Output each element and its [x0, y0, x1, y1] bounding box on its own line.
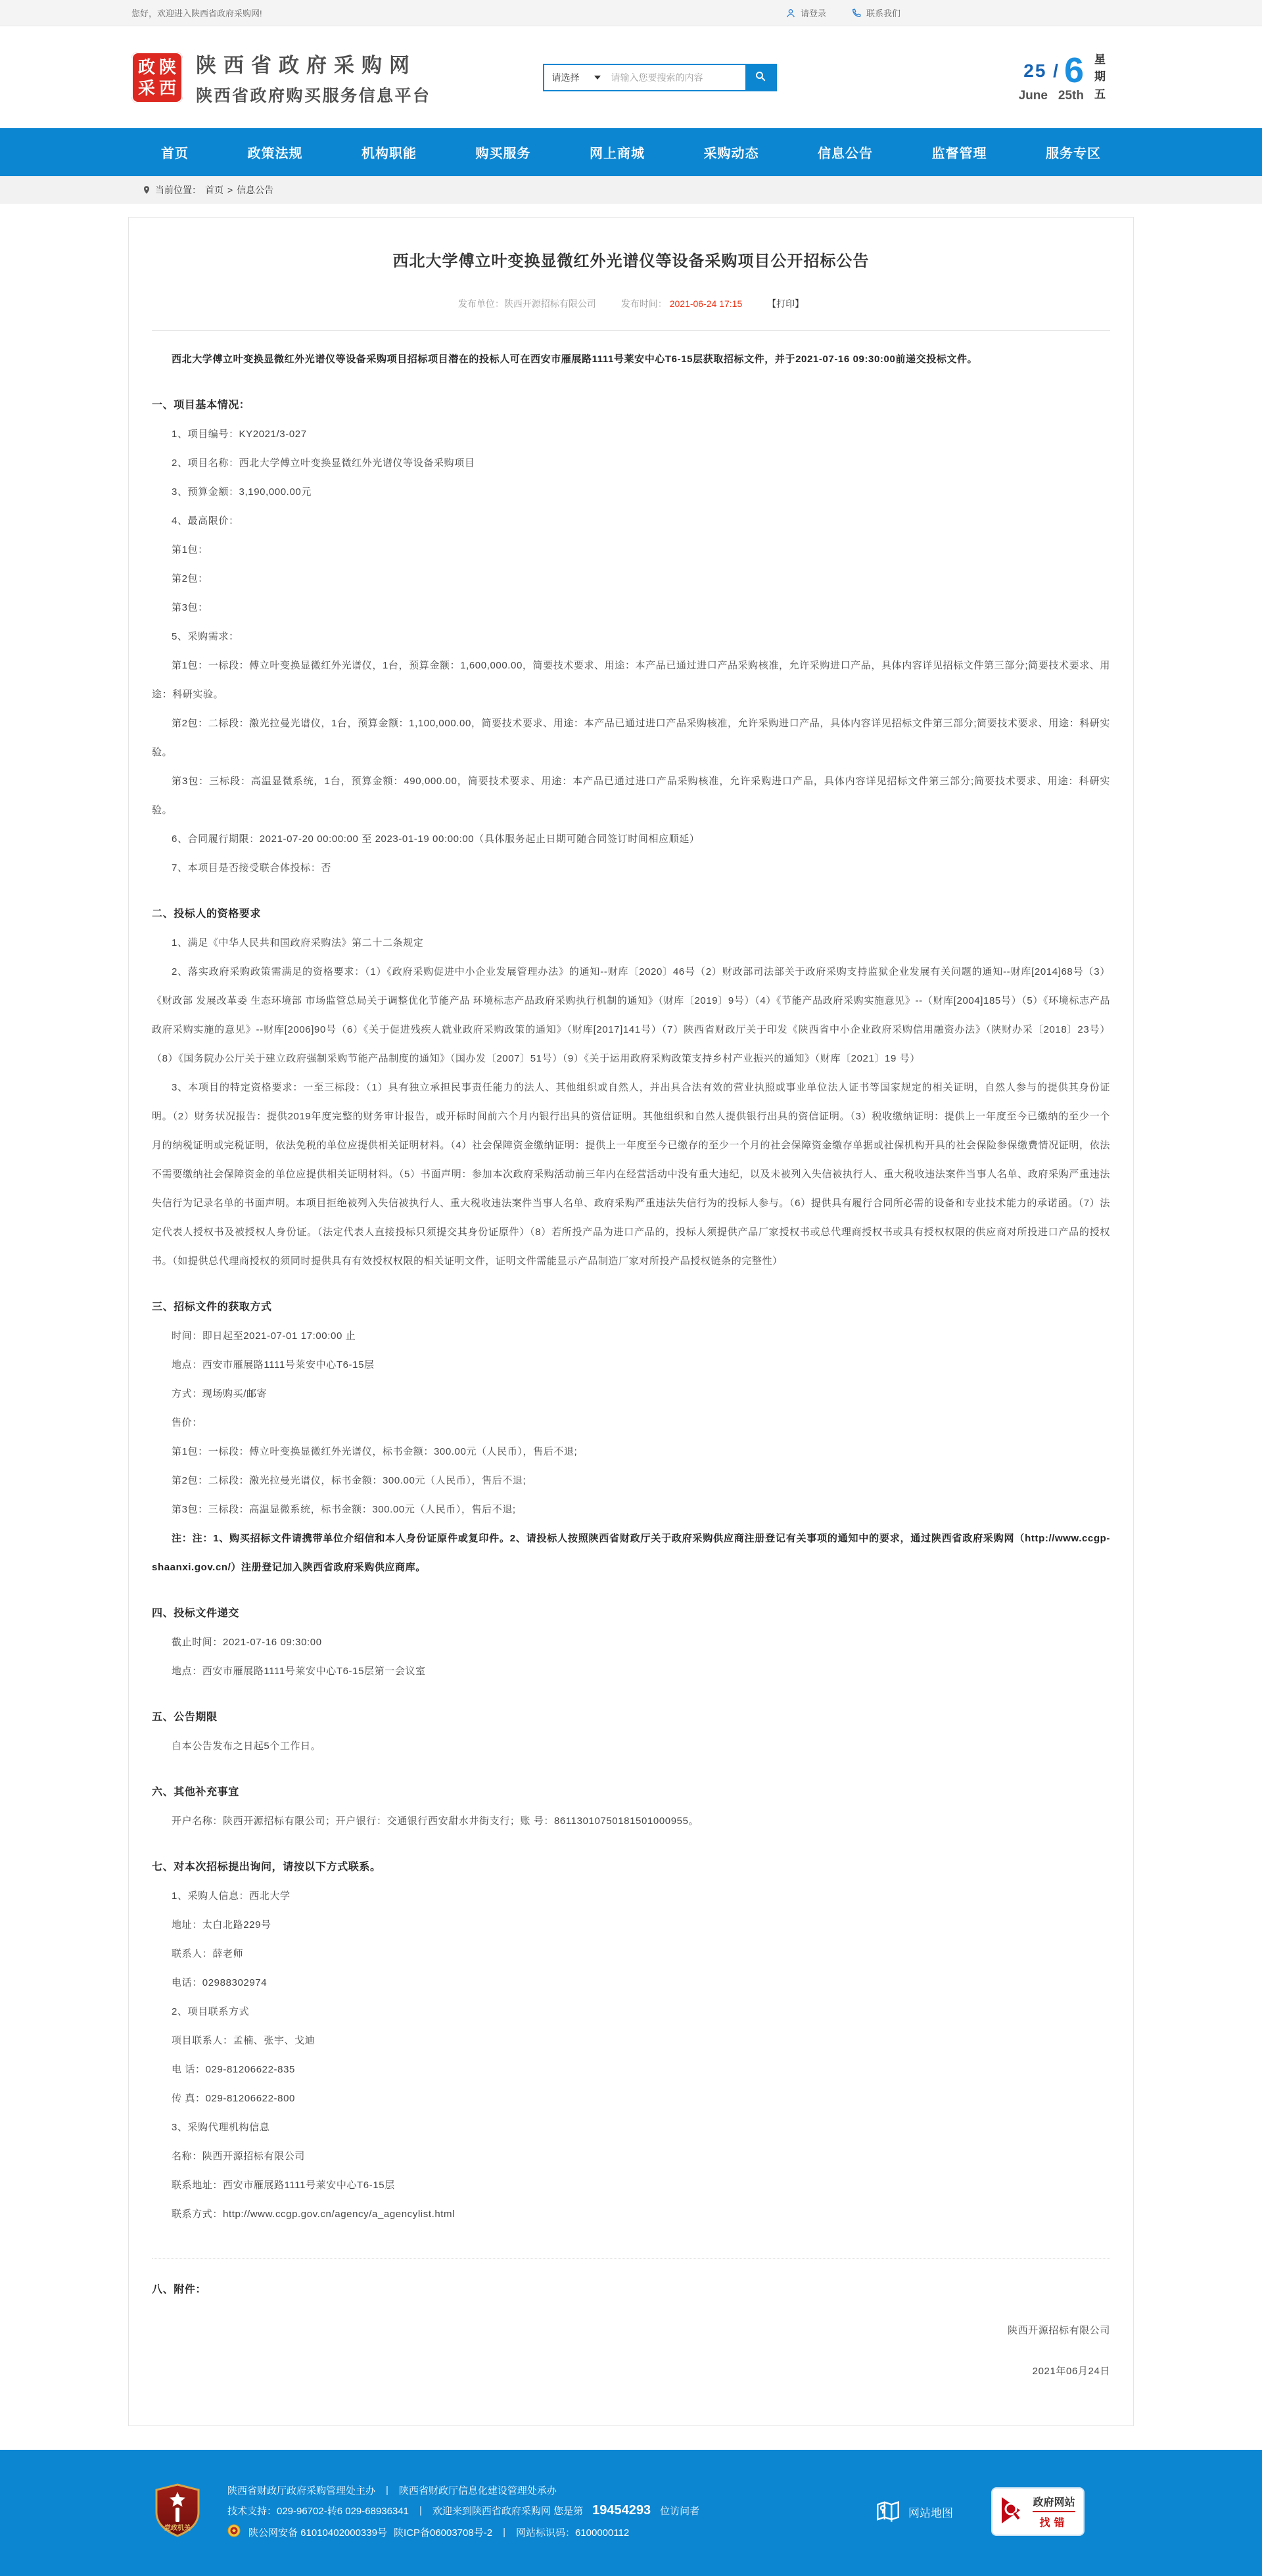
main-content	[0, 204, 1262, 2450]
footer-organizer: 陕西省财政厅政府采购管理处主办	[227, 2485, 376, 2496]
article-paragraph: 地址：太白北路229号	[172, 1919, 271, 1931]
article-paragraph: 第1包：	[172, 544, 208, 555]
article-paragraph: 三、招标文件的获取方式	[152, 1301, 272, 1313]
welcome-text: 您好，欢迎进入陕西省政府采购网!	[131, 9, 262, 18]
article-paragraph: 联系方式：http://www.ccgp.gov.cn/agency/a_agencylist.html	[172, 2209, 456, 2220]
footer-tech-support: 技术支持：029-96702-转6 029-68936341	[227, 2506, 409, 2517]
top-bar	[0, 0, 1262, 26]
footer-text: 陕西省财政厅政府采购管理处主办 | 陕西省财政厅信息化建设管理处承办 技术支持：029-96702-转6 029-68936341 | 欢迎来到陕西省政府采购网 您是第 19454293 位访问者 陕公网安备 61010402000339号 陕ICP备06003708号-2 | 网站标识码：6100000112	[227, 2477, 699, 2546]
article-paragraph: 第1包：一标段：傅立叶变换显微红外光谱仪，1台，预算金额：1,600,000.00，简要技术要求、用途：本产品已通过进口产品采购核准，允许采购进口产品，具体内容详见招标文件第三部分;简要技术要求、用途：科研实验。	[152, 660, 1110, 700]
date-month-en: June	[1018, 89, 1048, 103]
location-pin-icon	[142, 185, 151, 195]
article-paragraph: 西北大学傅立叶变换显微红外光谱仪等设备采购项目招标项目潜在的投标人可在西安市雁展路1111号莱安中心T6-15层获取招标文件，并于2021-07-16 09:30:00前递交投标文件。	[172, 354, 978, 365]
nav-item[interactable]: 政策法规	[247, 147, 303, 161]
date-day: 25 /	[1023, 60, 1060, 82]
article-paragraph: 截止时间：2021-07-16 09:30:00	[172, 1637, 322, 1648]
article-paragraph: 联系地址：西安市雁展路1111号莱安中心T6-15层	[172, 2180, 395, 2191]
publish-time-label: 发布时间：	[620, 298, 667, 309]
article-paragraph: 自本公告发布之日起5个工作日。	[172, 1741, 321, 1752]
search-icon	[755, 70, 766, 84]
announcement-card	[128, 217, 1134, 2426]
user-icon	[785, 8, 796, 18]
article-paragraph: 一、项目基本情况：	[152, 400, 250, 411]
article-paragraph: 第2包：二标段：激光拉曼光谱仪，标书金额：300.00元（人民币），售后不退;	[172, 1475, 526, 1486]
article-paragraph: 五、公告期限	[152, 1712, 218, 1723]
breadcrumb-home[interactable]: 首页	[205, 185, 223, 195]
article-paragraph: 电 话：029-81206622-835	[172, 2064, 295, 2075]
article-paragraph: 四、投标文件递交	[152, 1608, 239, 1619]
article-paragraph: 第3包：三标段：高温显微系统，标书金额：300.00元（人民币），售后不退;	[172, 1504, 516, 1515]
footer-visitor-suffix: 位访问者	[660, 2506, 700, 2517]
breadcrumb-current: 信息公告	[237, 185, 274, 195]
contact-link[interactable]	[851, 7, 900, 19]
article-paragraph: 2021年06月24日	[1032, 2366, 1110, 2377]
site-subtitle: 陕西省政府购买服务信息平台	[196, 86, 431, 105]
article-paragraph: 方式：现场购买/邮寄	[172, 1388, 268, 1399]
article-paragraph: 项目联系人：孟楠、张宇、戈迪	[172, 2035, 316, 2046]
nav-item[interactable]: 监督管理	[931, 147, 987, 161]
nav-item[interactable]: 采购动态	[703, 147, 759, 161]
nav-item[interactable]: 服务专区	[1046, 147, 1101, 161]
publisher-label: 发布单位：	[457, 298, 504, 309]
article-paragraph: 3、预算金额：3,190,000.00元	[172, 486, 312, 498]
article-paragraph: 3、本项目的特定资格要求：一至三标段：（1）具有独立承担民事责任能力的法人、其他组织或自然人，并出具合法有效的营业执照或事业单位法人证书等国家规定的相关证明，自然人参与的提供其身份证明。（2）财务状况报告：提供2019年度完整的财务审计报告，或开标时间前六个月内银行出具的资信证明。其他组织和自然人提供银行出具的资信证明。（3）税收缴纳证明：提供上一年度至今已缴纳的至少一个月的纳税证明或完税证明，依法免税的单位应提供相关证明材料。（4）社会保障资金缴纳证明：提供上一年度至今已缴存的至少一个月的社会保障资金缴存单据或社保机构开具的社会保险参保缴费情况证明，依法不需要缴纳社会保障资金的单位应提供相关证明材料。（5）书面声明：参加本次政府采购活动前三年内在经营活动中没有重大违纪，以及未被列入失信被执行人、重大税收违法案件当事人名单、政府采购严重违法失信行为记录名单的书面声明。本项目拒绝被列入失信被执行人、重大税收违法案件当事人名单、政府采购严重违法失信行为的投标人参与。（6）提供具有履行合同所必需的设备和专业技术能力的承诺函。（7）法定代表人授权书及被授权人身份证。（法定代表人直接投标只须提交其身份证原件）（8）若所投产品为进口产品的，投标人须提供产品厂家授权书或总代理商授权书或具有授权权限的供应商对所投进口产品的授权书。（如提供总代理商授权的须同时提供具有有效授权权限的相关证明文件，证明文件需能显示产品制造厂家对所投产品授权链条的完整性）	[152, 1082, 1110, 1267]
article-paragraph: 二、投标人的资格要求	[152, 908, 262, 920]
error-badge-line2: 找错	[1039, 2517, 1069, 2529]
article-paragraph: 7、本项目是否接受联合体投标：否	[172, 862, 331, 874]
article-paragraph: 第2包：	[172, 573, 208, 584]
article-paragraph: 注：注：1、购买招标文件请携带单位介绍信和本人身份证原件或复印件。2、请投标人按照陕西省财政厅关于政府采购供应商注册登记有关事项的通知中的要求，通过陕西省政府采购网（http://www.ccgp-shaanxi.gov.cn/）注册登记加入陕西省政府采购供应商库。	[152, 1533, 1110, 1573]
publish-time-value: 2021-06-24 17:15	[669, 298, 743, 309]
nav-item[interactable]: 购买服务	[475, 147, 531, 161]
phone-icon	[851, 8, 862, 18]
police-record-link[interactable]: 陕公网安备 61010402000339号	[248, 2527, 387, 2539]
date-widget	[1019, 51, 1106, 103]
contact-label: 联系我们	[866, 9, 900, 18]
visitor-count: 19454293	[592, 2503, 651, 2517]
breadcrumb-label: 当前位置：	[155, 185, 201, 195]
article-paragraph: 六、其他补充事宜	[152, 1787, 239, 1798]
login-link[interactable]	[785, 7, 826, 19]
gov-site-error-report-badge[interactable]	[991, 2487, 1085, 2536]
icp-record-link[interactable]: 陕ICP备06003708号-2	[393, 2527, 493, 2539]
police-badge-icon	[227, 2524, 241, 2540]
nav-item[interactable]: 网上商城	[590, 147, 645, 161]
search-input[interactable]	[609, 65, 745, 90]
date-month-number: 6	[1063, 51, 1084, 91]
site-title: 陕西省政府采购网	[196, 53, 417, 77]
article-paragraph: 2、项目名称：西北大学傅立叶变换显微红外光谱仪等设备采购项目	[172, 457, 475, 469]
error-report-magnifier-icon	[1000, 2496, 1027, 2528]
article-paragraph: 第1包：一标段：傅立叶变换显微红外光谱仪，标书金额：300.00元（人民币），售后不退;	[172, 1446, 578, 1457]
article-paragraph: 1、项目编号：KY2021/3-027	[172, 429, 307, 440]
article-paragraph: 联系人：薛老师	[172, 1948, 244, 1959]
article-paragraph: 开户名称：陕西开源招标有限公司；开户银行：交通银行西安甜水井街支行；账 号：86113010750181501000955。	[172, 1815, 699, 1827]
meta-divider	[152, 330, 1110, 331]
site-code: 网站标识码：6100000112	[515, 2527, 630, 2539]
main-nav	[0, 128, 1262, 176]
article-paragraph: 2、落实政府采购政策需满足的资格要求：（1）《政府采购促进中小企业发展管理办法》的通知--财库〔2020〕46号（2）财政部司法部关于政府采购支持监狱企业发展有关问题的通知--财库[2014]68号（3）《财政部 发展改革委 生态环境部 市场监管总局关于调整优化节能产品 环境标志产品政府采购执行机制的通知》（财库〔2019〕9号）（4）《节能产品政府采购实施意见》--（财库[2004]185号）（5）《环境标志产品政府采购实施的意见》--财库[2006]90号（6）《关于促进残疾人就业政府采购政策的通知》（财库[2017]141号）（7）陕西省财政厅关于印发《陕西省中小企业政府采购信用融资办法》（陕财办采〔2018〕23号）（8）《国务院办公厅关于建立政府强制采购节能产品制度的通知》（国办发〔2007〕51号）（9）《关于运用政府采购政策支持乡村产业振兴的通知》（财库〔2021〕19 号）	[152, 966, 1110, 1064]
nav-item[interactable]: 机构职能	[362, 147, 417, 161]
breadcrumb-separator: >	[227, 185, 233, 195]
site-brand	[196, 49, 431, 106]
article-paragraph: 3、采购代理机构信息	[172, 2122, 270, 2133]
article-paragraph: 1、采购人信息：西北大学	[172, 1890, 291, 1902]
article-paragraph: 七、对本次招标提出询问，请按以下方式联系。	[152, 1862, 381, 1873]
party-government-emblem-icon	[151, 2483, 204, 2541]
sitemap-link[interactable]	[874, 2496, 953, 2527]
article-paragraph: 2、项目联系方式	[172, 2006, 250, 2017]
date-weekday: 星 期 五	[1094, 53, 1106, 101]
site-header	[0, 26, 1262, 128]
article-paragraph: 6、合同履行期限：2021-07-20 00:00:00 至 2023-01-19 00:00:00（具体服务起止日期可随合同签订时间相应顺延）	[172, 833, 700, 845]
article-paragraph: 陕西开源招标有限公司	[1007, 2325, 1110, 2336]
article-paragraph: 电话：02988302974	[172, 1977, 268, 1988]
breadcrumb-bar	[0, 176, 1262, 204]
sitemap-label: 网站地图	[908, 2506, 953, 2519]
article-paragraph: 传 真：029-81206622-800	[172, 2093, 295, 2104]
announcement-body	[152, 345, 1110, 2386]
login-label: 请登录	[800, 9, 826, 18]
search-button[interactable]	[745, 65, 776, 90]
article-meta	[152, 297, 1110, 310]
search-box	[543, 64, 777, 91]
site-footer	[0, 2450, 1262, 2576]
error-badge-line1: 政府网站	[1033, 2494, 1075, 2512]
article-paragraph: 第3包：三标段：高温显微系统，1台，预算金额：490,000.00，简要技术要求、用途：本产品已通过进口产品采购核准，允许采购进口产品，具体内容详见招标文件第三部分;简要技术要求、用途：科研实验。	[152, 776, 1110, 816]
footer-co-organizer: 陕西省财政厅信息化建设管理处承办	[398, 2485, 557, 2496]
footer-welcome: 欢迎来到陕西省政府采购网 您是第	[432, 2506, 584, 2517]
page-title: 西北大学傅立叶变换显微红外光谱仪等设备采购项目公开招标公告	[392, 252, 870, 270]
article-paragraph: 1、满足《中华人民共和国政府采购法》第二十二条规定	[172, 937, 424, 948]
nav-item[interactable]: 信息公告	[818, 147, 873, 161]
chevron-down-icon	[594, 76, 601, 80]
date-day-en: 25th	[1058, 89, 1084, 103]
article-paragraph: 第2包：二标段：激光拉曼光谱仪，1台，预算金额：1,100,000.00，简要技术要求、用途：本产品已通过进口产品采购核准，允许采购进口产品，具体内容详见招标文件第三部分;简要技术要求、用途：科研实验。	[152, 718, 1110, 758]
article-paragraph: 4、最高限价：	[172, 515, 239, 527]
sitemap-map-icon	[874, 2496, 902, 2527]
emblem-label: 党政机关	[164, 2524, 191, 2532]
nav-item[interactable]: 首页	[161, 147, 189, 161]
article-paragraph: 第3包：	[172, 602, 208, 613]
publisher-value: 陕西开源招标有限公司	[503, 298, 596, 309]
article-paragraph: 地点：西安市雁展路1111号莱安中心T6-15层第一会议室	[172, 1666, 426, 1677]
article-paragraph: 时间：即日起至2021-07-01 17:00:00 止	[172, 1330, 356, 1342]
article-paragraph: 5、采购需求：	[172, 631, 239, 642]
search-category-select[interactable]: 请选择	[544, 65, 609, 90]
print-button[interactable]: 【打印】	[767, 298, 805, 309]
article-paragraph: 售价：	[172, 1417, 202, 1428]
article-paragraph: 八、附件：	[152, 2284, 207, 2295]
site-logo[interactable]: 政 陕 采 西	[131, 52, 183, 103]
article-paragraph	[152, 2258, 1110, 2259]
article-paragraph: 名称：陕西开源招标有限公司	[172, 2151, 305, 2162]
article-paragraph: 地点：西安市雁展路1111号莱安中心T6-15层	[172, 1359, 375, 1370]
